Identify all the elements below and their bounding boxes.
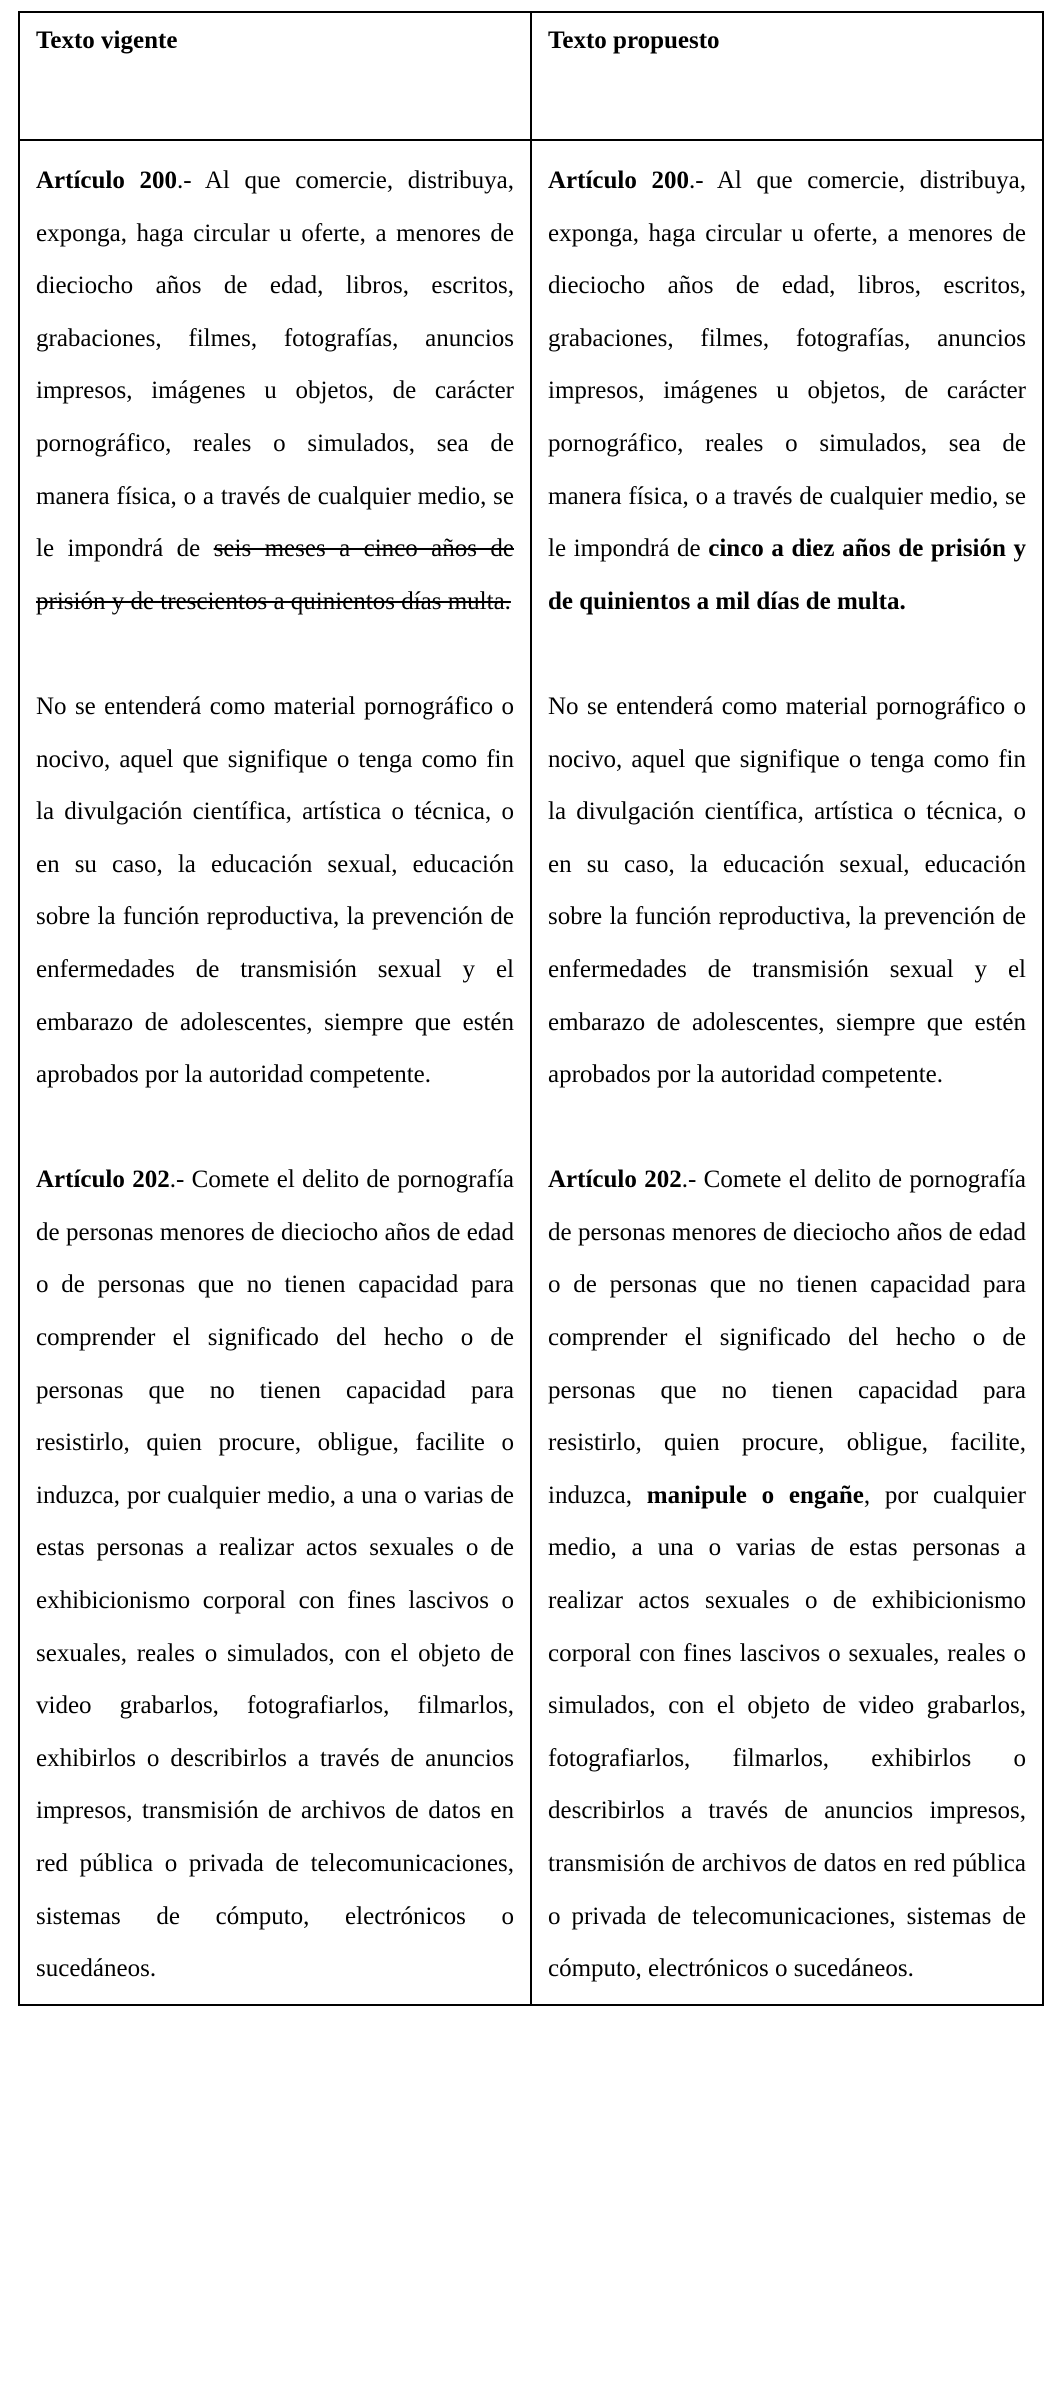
proposed-article-200-end: .: [899, 587, 906, 615]
body-row: [19, 140, 1043, 2005]
proposed-article-200: [548, 155, 1026, 628]
current-text-cell: [19, 140, 531, 2005]
current-article-200-paragraph-2: No se entenderá como material pornográfico o nocivo, aquel que signifique o tenga como fin la divulgación científica, artística o técnica, o en su caso, la educación sexual, educación sobre la función reproductiva, la prevención de enfermedades de transmisión sexual y el embarazo de adolescentes, siempre que estén aprobados por la autoridad competente.: [36, 692, 514, 1089]
current-article-202-text: Comete el delito de pornografía de personas menores de dieciocho años de edad o de personas que no tienen capacidad para comprender el significado del hecho o de personas que no tienen capacidad para resistirlo, quien procure, obligue, facilite o induzca, por cualquier medio, a una o varias de estas personas a realizar actos sexuales o de exhibicionismo corporal con fines lascivos o sexuales, reales o simulados, con el objeto de video grabarlos, fotografiarlos, filmarlos, exhibirlos o describirlos a través de anuncios impresos, transmisión de archivos de datos en red pública o privada de telecomunicaciones, sistemas de cómputo, electrónicos o sucedáneos.: [36, 1166, 514, 1983]
proposed-article-200-title: Artículo 200.-: [548, 167, 704, 194]
proposed-article-200-bold-penalty: cinco a diez años de prisión y de quinientos a mil días de multa: [548, 535, 1026, 615]
current-article-200: [36, 155, 514, 628]
comparison-table: [18, 11, 1044, 2006]
current-article-200-title: Artículo 200.-: [36, 167, 192, 194]
current-article-200-text: Al que comercie, distribuya, exponga, haga circular u oferte, a menores de dieciocho años de edad, libros, escritos, grabaciones, filmes, fotografías, anuncios impresos, imágenes u objetos, de carácter pornográfico, reales o simulados, sea de manera física, o a través de cualquier medio, se le impondrá de: [36, 167, 514, 563]
proposed-article-202-text-a: Comete el delito de pornografía de personas menores de dieciocho años de edad o de personas que no tienen capacidad para comprender el significado del hecho o de personas que no tienen capacidad para resistirlo, quien procure, obligue, facilite, induzca,: [548, 1166, 1026, 1509]
proposed-article-202-bold-text: manipule o engañe: [646, 1481, 864, 1509]
header-row: [19, 12, 1043, 140]
proposed-text-cell: [531, 140, 1043, 2005]
paragraph-gap: [36, 628, 514, 681]
current-article-202: [36, 1154, 514, 1996]
current-article-202-title: Artículo 202.-: [36, 1166, 185, 1194]
proposed-article-202-text-b: , por cualquier medio, a una o varias de estas personas a realizar actos sexuales o de exhibicionismo corporal con fines lascivos o sexuales, reales o simulados, con el objeto de video grabarlos, fotografiarlos, filmarlos, exhibirlos o describirlos a través de anuncios impresos, transmisión de archivos de datos en red pública o privada de telecomunicaciones, sistemas de cómputo, electrónicos o sucedáneos.: [548, 1481, 1026, 1983]
proposed-article-202: [548, 1154, 1026, 1996]
proposed-article-200-paragraph-2: No se entenderá como material pornográfico o nocivo, aquel que signifique o tenga como fin la divulgación científica, artística o técnica, o en su caso, la educación sexual, educación sobre la función reproductiva, la prevención de enfermedades de transmisión sexual y el embarazo de adolescentes, siempre que estén aprobados por la autoridad competente.: [548, 692, 1026, 1089]
proposed-article-202-title: Artículo 202.-: [548, 1166, 697, 1194]
paragraph-gap: [36, 1102, 514, 1155]
header-proposed-text: Texto propuesto: [531, 12, 1043, 140]
current-article-200-struck-text: seis meses a cinco años de prisión y de trescientos a quinientos días multa.: [36, 535, 514, 615]
proposed-article-200-text: Al que comercie, distribuya, exponga, haga circular u oferte, a menores de dieciocho años de edad, libros, escritos, grabaciones, filmes, fotografías, anuncios impresos, imágenes u objetos, de carácter pornográfico, reales o simulados, sea de manera física, o a través de cualquier medio, se le impondrá de: [548, 167, 1026, 563]
paragraph-gap: [548, 1102, 1026, 1155]
paragraph-gap: [548, 628, 1026, 681]
header-current-text: Texto vigente: [19, 12, 531, 140]
